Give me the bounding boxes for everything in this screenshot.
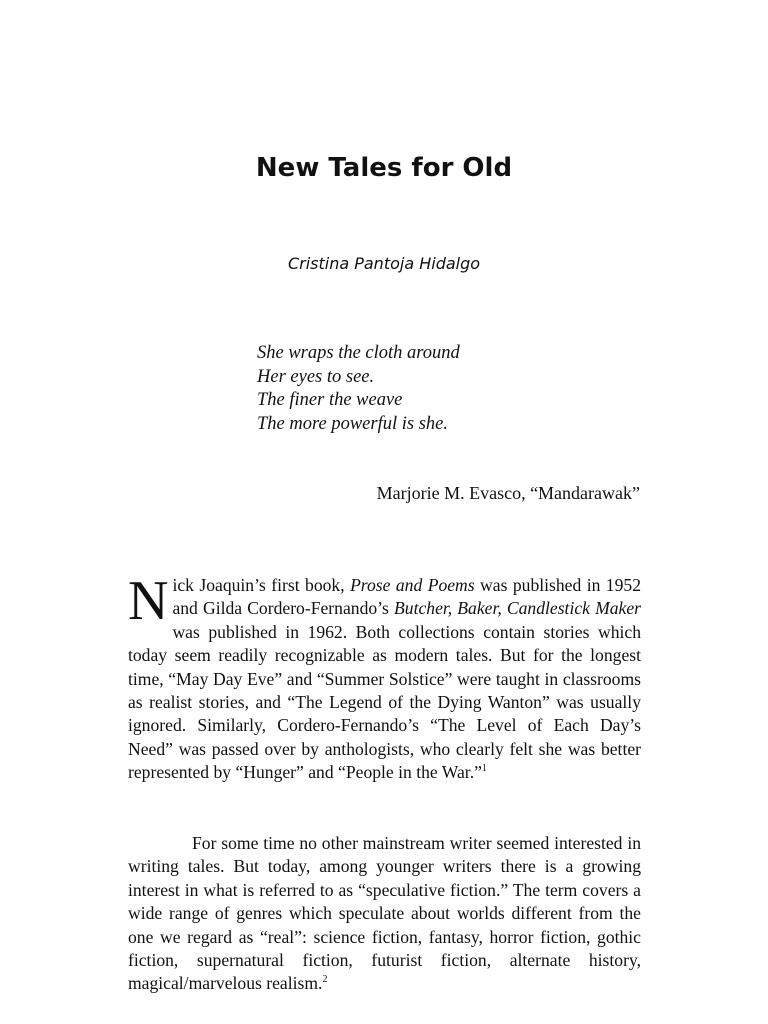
paragraph-text: For some time no other mainstream writer seemed interested in writing tales. But today, among younger writers there is a growing interest in what is referred to as “speculative fiction.” The term covers a wide range of genres which speculate about worlds different from the one we regard as “real”: science fiction, fantasy, horror fiction, gothic fiction, supernatural fiction, futurist fiction, alternate history, magical/marvelous realism. (128, 833, 641, 994)
paragraph-text: ick Joaquin’s first book, (172, 575, 351, 595)
epigraph-line: Her eyes to see. (257, 366, 375, 387)
body-paragraph-1 (128, 570, 641, 785)
paragraph-text: was published in 1962. Both collections contain stories which today seem readily recognizable as modern tales. But for the longest time, “May Day Eve” and “Summer Solstice” were taught in classrooms as realist stories, and “The Legend of the Dying Wanton” was usually ignored. Similarly, Cordero-Fernando’s “The Level of Each Day’s Need” was passed over by anthologists, who clearly felt she was better represented by “Hunger” and “People in the War.” (128, 621, 641, 783)
drop-cap: N (128, 570, 169, 632)
epigraph-line: The finer the weave (257, 390, 403, 410)
paragraph-text: was published in 1952 and Gilda Cordero-Fernando’s (172, 575, 641, 619)
author-name: Cristina Pantoja Hidalgo (287, 254, 481, 273)
body-paragraph-2 (128, 832, 641, 996)
epigraph-attribution: Marjorie M. Evasco, “Mandarawak” (376, 483, 640, 503)
chapter-title: New Tales for Old (255, 153, 513, 183)
book-title: Butcher, Baker, Candlestick Maker (394, 598, 641, 619)
epigraph-line: She wraps the cloth around (257, 343, 460, 363)
epigraph-line: The more powerful is she. (257, 413, 448, 434)
footnote-marker[interactable]: 1 (481, 763, 487, 775)
epigraph (257, 342, 460, 436)
footnote-marker[interactable]: 2 (322, 974, 328, 986)
book-title: Prose and Poems (350, 575, 475, 595)
